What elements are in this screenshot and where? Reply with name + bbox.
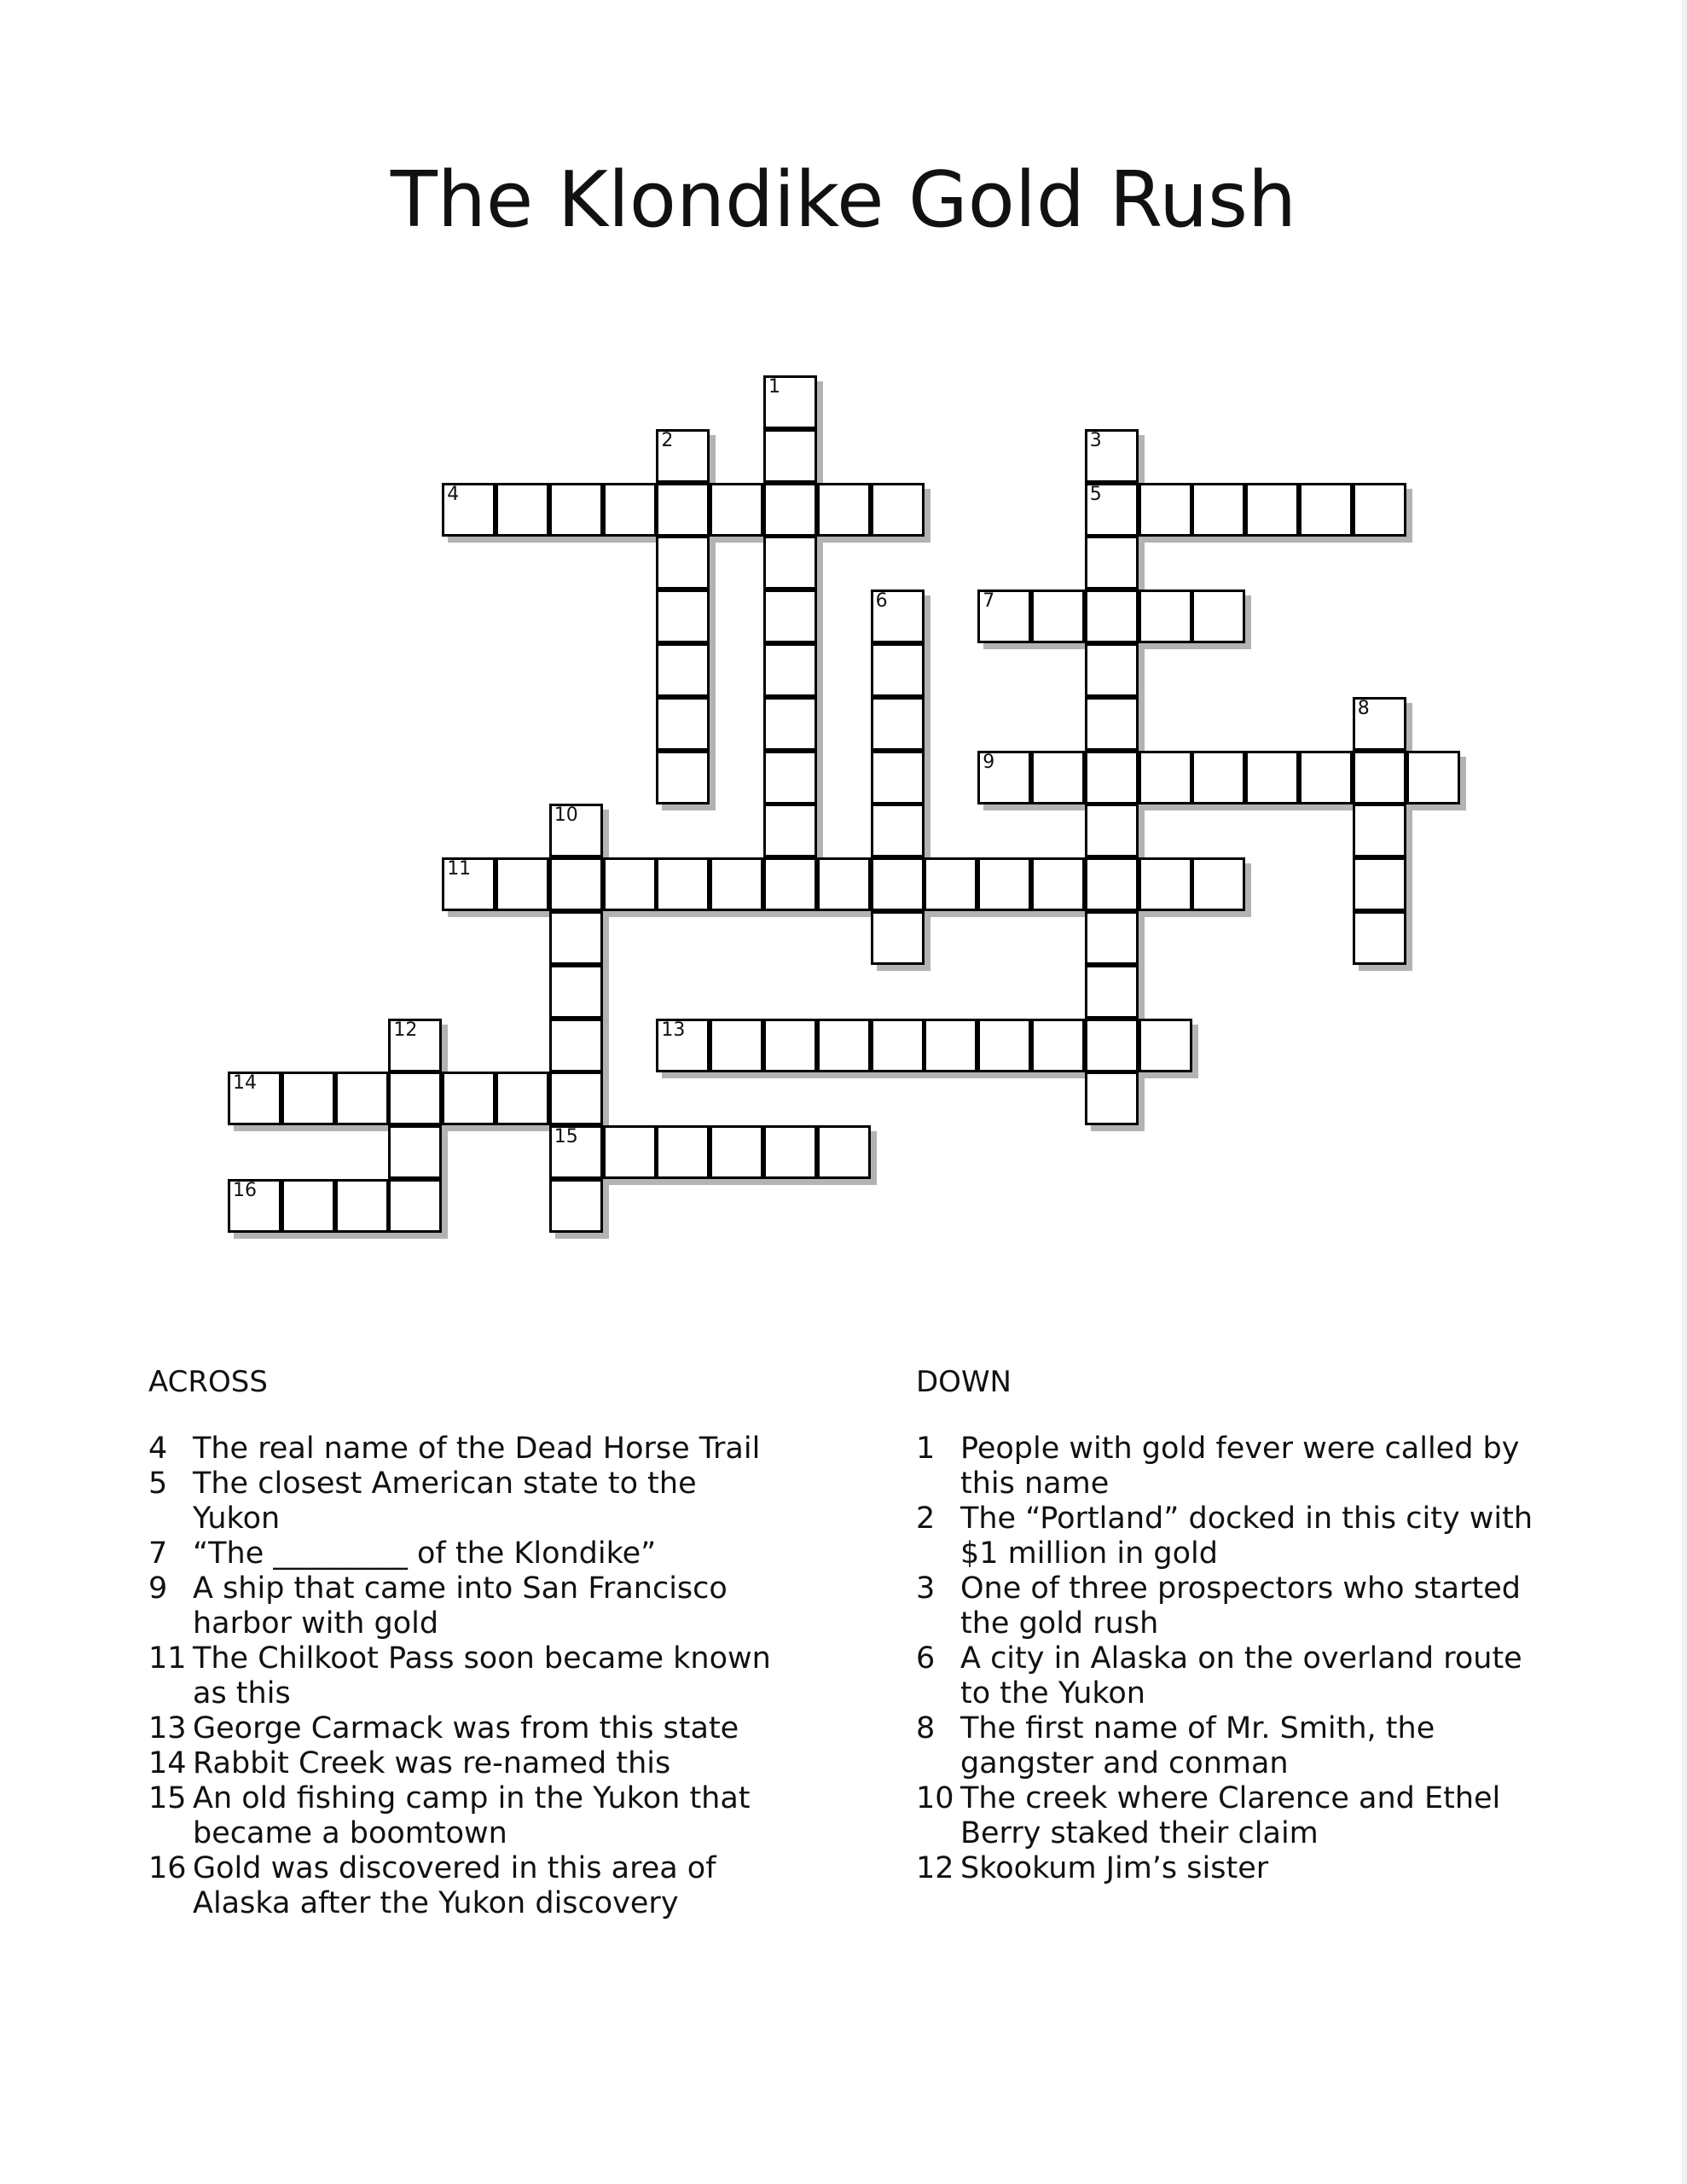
crossword-cell[interactable] <box>1085 911 1139 965</box>
clue-text: The first name of Mr. Smith, the gangster and conman <box>960 1711 1435 1780</box>
crossword-cell[interactable] <box>549 1019 603 1072</box>
crossword-cell[interactable] <box>817 1019 871 1072</box>
crossword-cell[interactable] <box>1085 965 1139 1019</box>
down-clue <box>916 1432 1540 1502</box>
clue-number: 1 <box>916 1432 936 1466</box>
down-clue <box>916 1571 1540 1641</box>
crossword-cell[interactable] <box>1353 751 1406 804</box>
crossword-cell[interactable] <box>1031 1019 1085 1072</box>
crossword-cell[interactable] <box>1085 697 1139 751</box>
crossword-cell[interactable] <box>1085 483 1139 537</box>
cell-number: 1 <box>768 376 780 398</box>
crossword-cell[interactable] <box>549 1125 603 1179</box>
clue-number: 15 <box>148 1781 187 1815</box>
clue-text: George Carmack was from this state <box>193 1711 739 1745</box>
crossword-cell[interactable] <box>977 590 1031 643</box>
cell-number: 15 <box>554 1126 578 1148</box>
crossword-cell[interactable] <box>549 483 603 537</box>
crossword-cell[interactable] <box>656 429 710 483</box>
crossword-cell[interactable] <box>763 536 817 590</box>
crossword-cell[interactable] <box>1031 751 1085 804</box>
crossword-cell[interactable] <box>763 751 817 804</box>
clue-number: 9 <box>148 1571 168 1606</box>
crossword-cell[interactable] <box>1191 483 1245 537</box>
crossword-cell[interactable] <box>442 483 496 537</box>
crossword-cell[interactable] <box>1085 804 1139 857</box>
crossword-cell[interactable] <box>228 1072 281 1125</box>
crossword-cell[interactable] <box>924 1019 977 1072</box>
across-clue <box>148 1536 773 1571</box>
crossword-cell[interactable] <box>603 1125 657 1179</box>
cell-number: 10 <box>554 804 578 827</box>
crossword-cell[interactable] <box>388 1019 442 1072</box>
cell-number: 16 <box>233 1180 257 1201</box>
crossword-cell[interactable] <box>496 857 549 911</box>
crossword-cell[interactable] <box>763 643 817 697</box>
crossword-cell[interactable] <box>871 697 925 751</box>
crossword-cell[interactable] <box>228 1179 281 1233</box>
crossword-cell[interactable] <box>977 751 1031 804</box>
crossword-cell[interactable] <box>871 911 925 965</box>
cell-number: 3 <box>1089 429 1102 451</box>
crossword-cell[interactable] <box>1353 804 1406 857</box>
crossword-cell[interactable] <box>656 857 710 911</box>
crossword-cell[interactable] <box>977 857 1031 911</box>
down-heading: DOWN <box>916 1365 1012 1399</box>
crossword-cell[interactable] <box>388 1072 442 1125</box>
crossword-cell[interactable] <box>549 857 603 911</box>
down-clue <box>916 1851 1540 1886</box>
clue-number: 5 <box>148 1467 168 1501</box>
crossword-cell[interactable] <box>1031 590 1085 643</box>
crossword-cell[interactable] <box>763 590 817 643</box>
clue-text: The closest American state to the Yukon <box>193 1467 697 1536</box>
clue-number: 6 <box>916 1641 936 1676</box>
clue-text: One of three prospectors who started the gold rush <box>960 1571 1521 1641</box>
clue-number: 3 <box>916 1571 936 1606</box>
crossword-cell[interactable] <box>710 483 763 537</box>
crossword-cell[interactable] <box>817 1125 871 1179</box>
cell-number: 2 <box>661 429 674 451</box>
clue-text: The Chilkoot Pass soon became known as this <box>193 1641 771 1711</box>
crossword-cell[interactable] <box>1353 911 1406 965</box>
cell-number: 9 <box>983 751 995 773</box>
down-clue <box>916 1641 1540 1711</box>
crossword-cell[interactable] <box>603 857 657 911</box>
crossword-cell[interactable] <box>763 375 817 429</box>
crossword-cell[interactable] <box>442 857 496 911</box>
cell-number: 5 <box>1089 483 1102 505</box>
cell-number: 13 <box>661 1019 686 1041</box>
crossword-cell[interactable] <box>1139 1019 1192 1072</box>
crossword-cell[interactable] <box>656 1019 710 1072</box>
clue-text: The real name of the Dead Horse Trail <box>193 1432 761 1466</box>
crossword-cell[interactable] <box>1191 590 1245 643</box>
crossword-cell[interactable] <box>1085 643 1139 697</box>
clue-number: 13 <box>148 1711 187 1745</box>
crossword-cell[interactable] <box>1085 857 1139 911</box>
crossword-cell[interactable] <box>1139 483 1192 537</box>
cell-number: 12 <box>393 1019 418 1041</box>
crossword-cell[interactable] <box>496 1072 549 1125</box>
crossword-cell[interactable] <box>1299 483 1353 537</box>
across-clue <box>148 1851 773 1921</box>
clue-text: “The _________ of the Klondike” <box>193 1536 657 1571</box>
crossword-cell[interactable] <box>924 857 977 911</box>
clue-text: The creek where Clarence and Ethel Berry staked their claim <box>960 1781 1501 1850</box>
crossword-cell[interactable] <box>1031 857 1085 911</box>
crossword-cell[interactable] <box>388 1179 442 1233</box>
crossword-cell[interactable] <box>1085 429 1139 483</box>
clue-number: 16 <box>148 1851 187 1885</box>
across-heading: ACROSS <box>148 1365 268 1399</box>
across-clue <box>148 1641 773 1711</box>
clue-text: Rabbit Creek was re-named this <box>193 1746 671 1780</box>
crossword-cell[interactable] <box>1085 590 1139 643</box>
crossword-cell[interactable] <box>710 1125 763 1179</box>
crossword-cell[interactable] <box>1085 1072 1139 1125</box>
crossword-cell[interactable] <box>1245 483 1299 537</box>
crossword-cell[interactable] <box>1191 857 1245 911</box>
across-clue <box>148 1432 773 1467</box>
crossword-cell[interactable] <box>335 1179 389 1233</box>
cell-number: 11 <box>447 858 472 880</box>
crossword-cell[interactable] <box>1191 751 1245 804</box>
crossword-cell[interactable] <box>710 857 763 911</box>
crossword-cell[interactable] <box>763 857 817 911</box>
down-clue <box>916 1781 1540 1851</box>
crossword-cell[interactable] <box>549 1072 603 1125</box>
crossword-cell[interactable] <box>1353 483 1406 537</box>
clue-number: 4 <box>148 1432 168 1466</box>
clue-text: A ship that came into San Francisco harbor with gold <box>193 1571 728 1641</box>
across-clue <box>148 1711 773 1746</box>
crossword-cell[interactable] <box>1139 590 1192 643</box>
crossword-cell[interactable] <box>656 483 710 537</box>
across-clue <box>148 1571 773 1641</box>
crossword-cell[interactable] <box>603 483 657 537</box>
crossword-cell[interactable] <box>549 911 603 965</box>
clue-text: An old fishing camp in the Yukon that became a boomtown <box>193 1781 751 1850</box>
crossword-cell[interactable] <box>281 1072 335 1125</box>
clue-number: 10 <box>916 1781 954 1815</box>
clue-number: 14 <box>148 1746 187 1780</box>
down-clue <box>916 1711 1540 1781</box>
crossword-cell[interactable] <box>871 1019 925 1072</box>
clue-text: A city in Alaska on the overland route to the Yukon <box>960 1641 1522 1711</box>
crossword-cell[interactable] <box>871 857 925 911</box>
clue-text: People with gold fever were called by this name <box>960 1432 1520 1501</box>
crossword-cell[interactable] <box>335 1072 389 1125</box>
across-clue <box>148 1467 773 1536</box>
crossword-cell[interactable] <box>1085 536 1139 590</box>
crossword-cell[interactable] <box>656 536 710 590</box>
down-clue-list <box>916 1432 1540 1886</box>
crossword-cell[interactable] <box>549 965 603 1019</box>
crossword-cell[interactable] <box>871 483 925 537</box>
across-clue <box>148 1781 773 1851</box>
crossword-cell[interactable] <box>388 1125 442 1179</box>
cell-number: 8 <box>1357 697 1370 719</box>
across-clue-list <box>148 1432 773 1921</box>
crossword-cell[interactable] <box>656 1125 710 1179</box>
crossword-cell[interactable] <box>1245 751 1299 804</box>
crossword-cell[interactable] <box>710 1019 763 1072</box>
crossword-cell[interactable] <box>1406 751 1460 804</box>
crossword-cell[interactable] <box>763 483 817 537</box>
puzzle-title: The Klondike Gold Rush <box>390 155 1297 245</box>
crossword-cell[interactable] <box>496 483 549 537</box>
crossword-cell[interactable] <box>763 1019 817 1072</box>
across-clue <box>148 1746 773 1781</box>
crossword-cell[interactable] <box>656 751 710 804</box>
crossword-cell[interactable] <box>1299 751 1353 804</box>
clue-text: The “Portland” docked in this city with $1 million in gold <box>960 1502 1533 1571</box>
crossword-cell[interactable] <box>1085 1019 1139 1072</box>
crossword-cell[interactable] <box>656 643 710 697</box>
crossword-cell[interactable] <box>1139 751 1192 804</box>
cell-number: 7 <box>983 590 995 613</box>
crossword-cell[interactable] <box>817 857 871 911</box>
crossword-cell[interactable] <box>549 1179 603 1233</box>
crossword-cell[interactable] <box>1353 697 1406 751</box>
crossword-cell[interactable] <box>281 1179 335 1233</box>
crossword-cell[interactable] <box>1353 857 1406 911</box>
crossword-cell[interactable] <box>817 483 871 537</box>
clue-text: Gold was discovered in this area of Alaska after the Yukon discovery <box>193 1851 716 1920</box>
crossword-cell[interactable] <box>871 643 925 697</box>
clue-number: 12 <box>916 1851 954 1885</box>
cell-number: 4 <box>447 483 460 505</box>
clue-text: Skookum Jim’s sister <box>960 1851 1269 1885</box>
crossword-cell[interactable] <box>763 697 817 751</box>
crossword-cell[interactable] <box>549 804 603 857</box>
crossword-cell[interactable] <box>871 804 925 857</box>
clue-number: 8 <box>916 1711 936 1745</box>
crossword-cell[interactable] <box>763 804 817 857</box>
cell-number: 14 <box>233 1072 257 1095</box>
crossword-cell[interactable] <box>656 590 710 643</box>
crossword-cell[interactable] <box>442 1072 496 1125</box>
crossword-cell[interactable] <box>1139 857 1192 911</box>
clue-number: 7 <box>148 1536 168 1571</box>
crossword-cell[interactable] <box>763 429 817 483</box>
crossword-cell[interactable] <box>871 590 925 643</box>
crossword-cell[interactable] <box>763 1125 817 1179</box>
cell-number: 6 <box>875 590 888 613</box>
clue-number: 2 <box>916 1502 936 1536</box>
crossword-cell[interactable] <box>871 751 925 804</box>
down-clue <box>916 1502 1540 1571</box>
crossword-cell[interactable] <box>656 697 710 751</box>
crossword-cell[interactable] <box>1085 751 1139 804</box>
clue-number: 11 <box>148 1641 187 1676</box>
crossword-cell[interactable] <box>977 1019 1031 1072</box>
